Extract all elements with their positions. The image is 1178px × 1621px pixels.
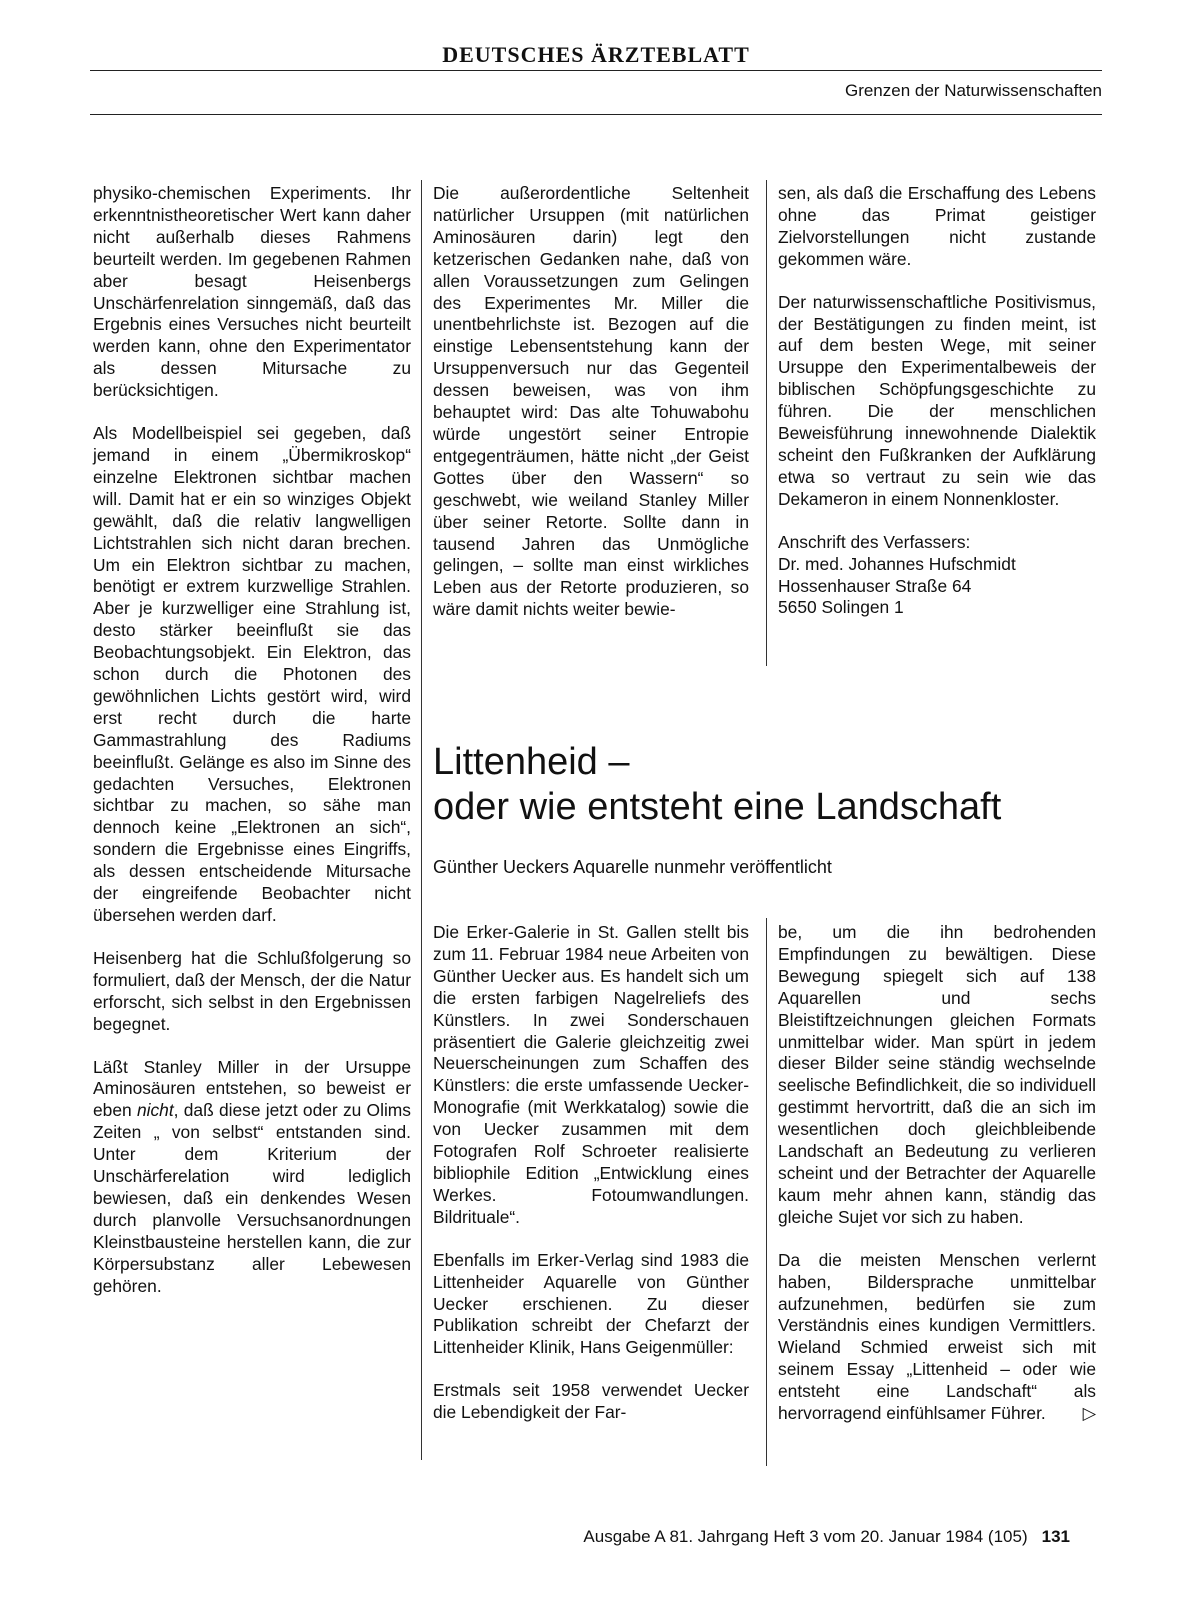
address-line: Hossenhauser Straße 64: [778, 575, 972, 596]
text-run: , daß diese jetzt oder zu Olims Zeiten „ von selbst“ entstanden sind. Unter dem Kriterium der Unschärferelation wird lediglich bewiesen, daß ein denkendes Wesen durch planvolle Versuchsanordnungen Kleinstbausteine herstellen kann, die zur Körpersubstanz aller Lebewesen gehören.: [93, 1100, 411, 1296]
paragraph: be, um die ihn bedrohenden Empfindungen zu bewältigen. Diese Bewegung spiegelt sich auf 138 Aquarellen und sechs Bleistiftzeichnungen gleichen Formats unmittelbar wider. Man spürt in jedem dieser Bilder seine ständig wechselnde seelische Befindlichkeit, die so individuell gestimmt hervortritt, daß die an sich im wesentlichen doch gleichbleibende Landschaft an Bedeutung zu verlieren scheint und der Betrachter der Aquarelle kaum mehr ahnen kann, ständig das gleiche Sujet vor sich zu haben.: [778, 922, 1096, 1227]
title-line: Littenheid –: [433, 741, 630, 783]
article-subtitle: Günther Ueckers Aquarelle nunmehr veröffentlicht: [433, 857, 832, 877]
column-divider: [766, 180, 767, 666]
header-rule-bottom: [90, 114, 1102, 115]
column-4: [433, 922, 749, 1445]
text-run: Da die meisten Menschen verlernt haben, Bildersprache unmittelbar aufzunehmen, bedürfen sie zum Verständnis eines kundigen Vermittlers. Wieland Schmied erweist sich mit seinem Essay „Littenheid – oder wie entsteht eine Landschaft“ als hervorragend einfühlsamer Führer.: [778, 1249, 1096, 1424]
issue-info: Ausgabe A 81. Jahrgang Heft 3 vom 20. Januar 1984 (105): [583, 1527, 1028, 1546]
continue-arrow-icon: ▷: [1082, 1403, 1096, 1424]
paragraph: Die Erker-Galerie in St. Gallen stellt bis zum 11. Februar 1984 neue Arbeiten von Günther Uecker aus. Es handelt sich um die ersten farbigen Nagelreliefs des Künstlers. In zwei Sonderschauen präsentiert die Galerie gleichzeitig zwei Neuerscheinungen zum Schaffen des Künstlers: die erste umfassende Uecker-Monografie (mit Werkkatalog) sowie die von Uecker zusammen mit dem Fotografen Rolf Schroeter realisierte bibliophile Edition „Entwicklung eines Werkes. Fotoumwandlungen. Bildrituale“.: [433, 922, 749, 1227]
column-divider: [421, 180, 422, 1460]
text-run: Läßt Stanley Miller in der Ursuppe Aminosäuren entstehen, so beweist er eben: [93, 1056, 411, 1121]
paragraph: [93, 1057, 411, 1298]
paragraph: Erstmals seit 1958 verwendet Uecker die Lebendigkeit der Far-: [433, 1380, 749, 1423]
address-line: Anschrift des Verfassers:: [778, 531, 971, 552]
paragraph: Als Modellbeispiel sei gegeben, daß jemand in einem „Übermikroskop“ einzelne Elektronen sichtbar machen will. Damit hat er ein so winziges Objekt gewählt, daß die relativ langwelligen Lichtstrahlen sich nicht daran brechen. Um ein Elektron sichtbar zu machen, benötigt er extrem kurzwellige Strahlen. Aber je kurzwelliger eine Strahlung ist, desto stärker beeinflußt sie das Beobachtungsobjekt. Ein Elektron, das schon durch die Photonen des gewöhnlichen Lichts gestört wird, wird erst recht durch die harte Gammastrahlung des Radiums beeinflußt. Gelänge es also im Sinne des gedachten Versuches, Elektronen sichtbar zu machen, so sähe man dennoch keine „Elektronen an sich“, sondern die Ergebnisse eines Eingriffs, als dessen entscheidende Mitursache der eingreifende Beobachter nicht übersehen werden darf.: [93, 423, 411, 925]
column-divider: [766, 918, 767, 1466]
section-title: Grenzen der Naturwissenschaften: [844, 81, 1102, 100]
column-1: [93, 183, 411, 1319]
address-line: Dr. med. Johannes Hufschmidt: [778, 553, 1016, 574]
address-line: 5650 Solingen 1: [778, 597, 904, 618]
column-5: [778, 922, 1096, 1446]
title-line: oder wie entsteht eine Landschaft: [433, 786, 1002, 828]
paragraph: Ebenfalls im Erker-Verlag sind 1983 die Littenheider Aquarelle von Günther Uecker erschienen. Zu dieser Publikation schreibt der Chefarzt der Littenheider Klinik, Hans Geigenmüller:: [433, 1249, 749, 1358]
paragraph: Die außerordentliche Seltenheit natürlicher Ursuppen (mit natürlichen Aminosäuren darin) legt den ketzerischen Gedanken nahe, daß von allen Voraussetzungen zum Gelingen des Experimentes Mr. Miller die unentbehrlichste ist. Bezogen auf die einstige Lebensentstehung kann der Ursuppenversuch nur das Gegenteil dessen beweisen, was von ihm behauptet wird: Das alte Tohuwabohu würde ungestört seiner Entropie entgegenträumen, hätte nicht „der Geist Gottes über den Wassern“ so geschwebt, wie weiland Stanley Miller über seiner Retorte. Sollte dann in tausend Jahren das Unmögliche gelingen, – sollte man einst wirkliches Leben aus der Retorte produzieren, so wäre damit nichts weiter bewie-: [433, 183, 749, 620]
paragraph: physiko-chemischen Experiments. Ihr erkenntnistheoretischer Wert kann daher nicht außerhalb dieses Rahmens beurteilt werden. Im gegebenen Rahmen aber besagt Heisenbergs Unschärfenrelation sinngemäß, daß das Ergebnis eines Versuches nicht beurteilt werden kann, ohne den Experimentator als dessen Mitursache zu berücksichtigen.: [93, 183, 411, 401]
paragraph: [778, 1250, 1096, 1425]
header-rule: [90, 70, 1102, 71]
column-2: [433, 183, 749, 642]
paragraph: sen, als daß die Erschaffung des Lebens ohne das Primat geistiger Zielvorstellungen nicht zustande gekommen wäre.: [778, 183, 1096, 269]
article-title: [433, 740, 1113, 830]
page-number: 131: [1041, 1527, 1070, 1546]
paragraph: Der naturwissenschaftliche Positivismus, der Bestätigungen zu finden meint, ist auf dem besten Wege, mit seiner Ursuppe den Experimentalbeweis der biblischen Schöpfungsgeschichte zu führen. Die der menschlichen Beweisführung innewohnende Dialektik scheint den Fußkranken der Aufklärung etwa so vertraut zu sein wie das Dekameron in einem Nonnenkloster.: [778, 291, 1096, 509]
italic-text: nicht: [136, 1100, 174, 1121]
column-3: [778, 183, 1096, 619]
page-footer: [583, 1526, 1070, 1548]
paragraph: Heisenberg hat die Schlußfolgerung so formuliert, daß der Mensch, der die Natur erforscht, sich selbst in den Ergebnissen begegnet.: [93, 947, 411, 1034]
author-address: [778, 532, 1096, 620]
masthead: DEUTSCHES ÄRZTEBLATT: [442, 42, 750, 67]
